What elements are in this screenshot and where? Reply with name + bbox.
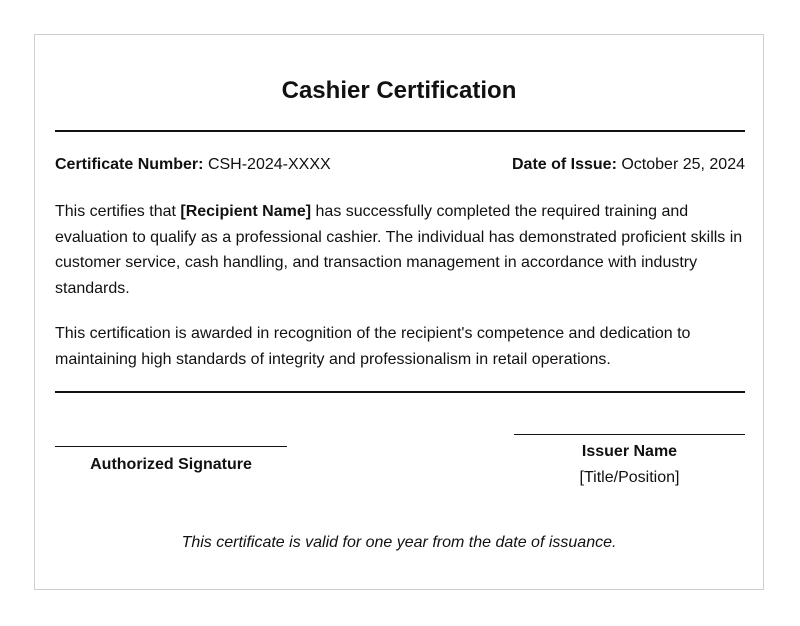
certificate-card (34, 34, 764, 590)
authorized-signature-label: Authorized Signature (90, 456, 252, 473)
authorized-signature-line (55, 446, 287, 447)
recipient-name-placeholder: [Recipient Name] (180, 203, 312, 220)
date-of-issue-label: Date of Issue: (511, 156, 617, 173)
statement-prefix: This certifies that (55, 203, 181, 220)
top-divider (55, 130, 745, 132)
bottom-divider (55, 391, 745, 393)
date-of-issue (512, 156, 745, 174)
issuer-name: Issuer Name (581, 443, 678, 460)
recognition-statement: This certification is awarded in recognition of the recipient's competence and dedication to maintaining high standards of integrity and professionalism in retail operations. (55, 325, 691, 368)
certificate-number-label: Certificate Number: (55, 156, 204, 173)
date-of-issue-value: October 25, 2024 (621, 156, 745, 173)
certification-statement (55, 199, 755, 301)
statement-suffix: has successfully completed the required training and evaluation to qualify as a professional cashier. The individual has demonstrated proficient skills in customer service, cash handling, and transaction management in accordance with industry standards. (55, 203, 743, 297)
issuer-signature-line (514, 434, 745, 435)
validity-note: This certificate is valid for one year from the date of issuance. (181, 534, 617, 551)
issuer-title: [Title/Position] (579, 469, 680, 486)
certificate-number-value: CSH-2024-XXXX (207, 156, 331, 173)
certificate-title: Cashier Certification (281, 77, 517, 104)
certificate-number (55, 156, 331, 174)
